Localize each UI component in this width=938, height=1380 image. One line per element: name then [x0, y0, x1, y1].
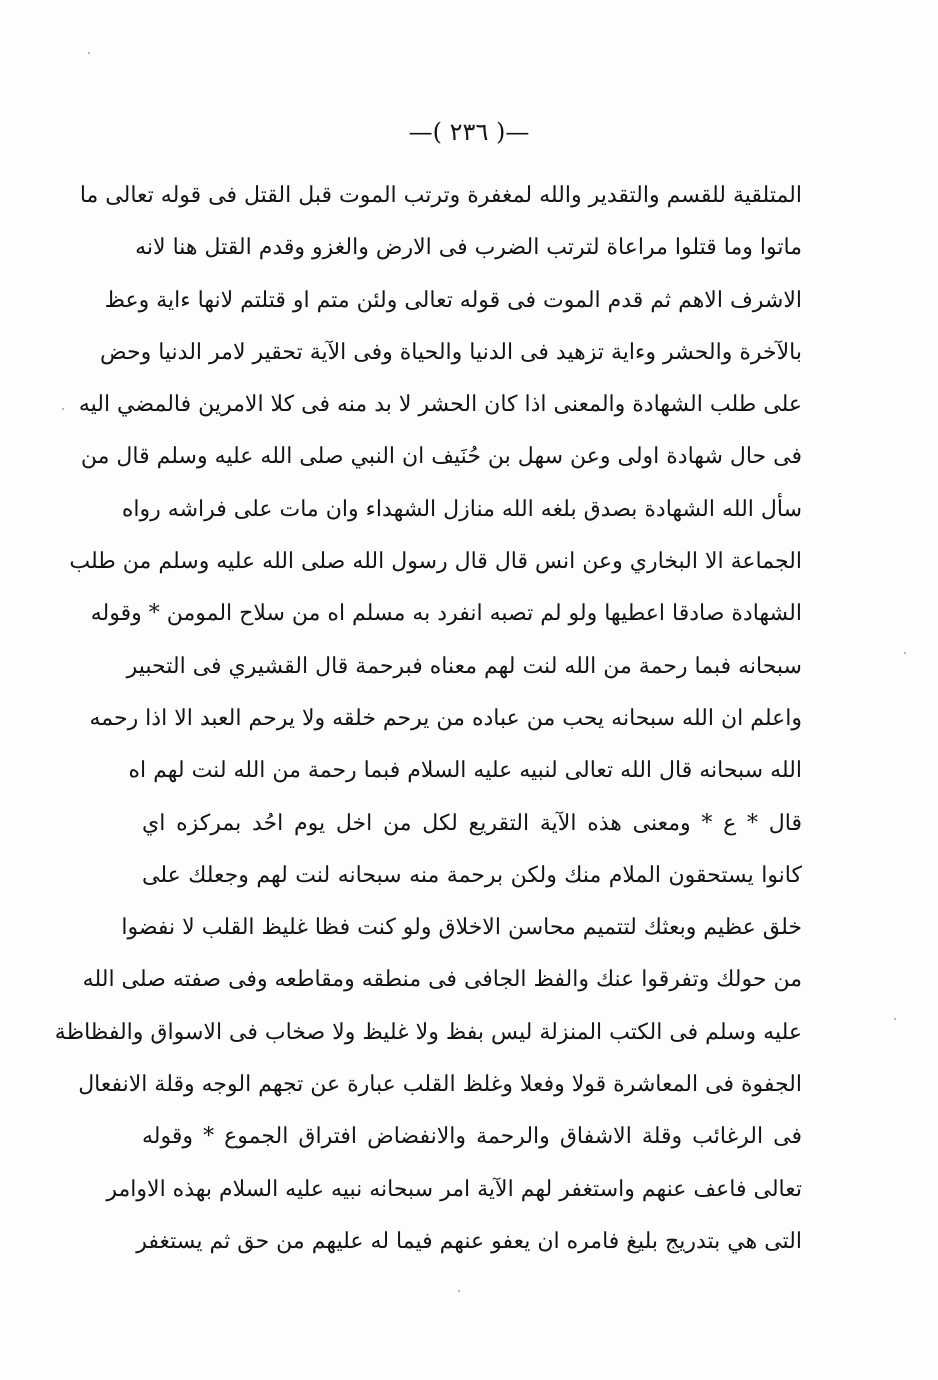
paper-speck: [62, 408, 64, 410]
text-line-12: الله سبحانه قال الله تعالى لنبيه عليه السلام فبما رحمة من الله لنت لهم اه: [128, 758, 802, 784]
text-line-20: تعالى فاعف عنهم واستغفر لهم الآية امر سبحانه نبيه عليه السلام بهذه الاوامر: [106, 1176, 802, 1202]
text-line-6: فى حال شهادة اولى وعن سهل بن حُنَيف ان النبي صلى الله عليه وسلم قال من: [80, 444, 802, 470]
text-line-4: بالآخرة والحشر وءاية تزهيد فى الدنيا والحياة وفى الآية تحقير لامر الدنيا وحض: [100, 339, 802, 365]
text-line-14: كانوا يستحقون الملام منك ولكن برحمة منه سبحانه لنت لهم وجعلك على: [142, 862, 802, 888]
text-line-7: سأل الله الشهادة بصدق بلغه الله منازل الشهداء وان مات على فراشه رواه: [121, 496, 802, 522]
page-number: —( ٢٣٦ )—: [408, 118, 530, 146]
paper-speck: [894, 1018, 896, 1020]
text-line-18: الجفوة فى المعاشرة قولا وفعلا وغلظ القلب عبارة عن تجهم الوجه وقلة الانفعال: [78, 1072, 802, 1098]
text-line-21: التى هي بتدريج بليغ فامره ان يعفو عنهم فيما له عليهم من حق ثم يستغفر: [136, 1228, 802, 1254]
text-line-9: الشهادة صادقا اعطيها ولو لم تصبه انفرد به مسلم اه من سلاح المومن * وقوله: [90, 601, 802, 627]
text-line-1: المتلقية للقسم والتقدير والله لمغفرة وترتب الموت قبل القتل فى قوله تعالى ما: [79, 183, 802, 208]
paper-speck: [88, 52, 90, 54]
text-line-16: من حولك وتفرقوا عنك والفظ الجافى فى منطقه ومقاطعه وفى صفته صلى الله: [82, 967, 802, 993]
text-line-17: عليه وسلم فى الكتب المنزلة ليس بفظ ولا غليظ ولا صخاب فى الاسواق والفظاظة: [54, 1019, 802, 1045]
text-line-8: الجماعة الا البخاري وعن انس قال قال رسول الله صلى الله عليه وسلم من طلب: [69, 549, 802, 575]
text-line-3: الاشرف الاهم ثم قدم الموت فى قوله تعالى ولئن متم او قتلتم لانها ءاية وعظ: [104, 287, 802, 313]
text-line-11: واعلم ان الله سبحانه يحب من عباده من يرحم خلقه ولا يرحم العبد الا اذا رحمه: [89, 705, 802, 731]
text-line-19: فى الرغائب وقلة الاشفاق والرحمة والانفضاض افتراق الجموع * وقوله: [142, 1124, 802, 1150]
body-text: [54, 170, 802, 1268]
paper-speck: [458, 1290, 460, 1292]
paper-speck: [904, 652, 906, 654]
text-line-5: على طلب الشهادة والمعنى اذا كان الحشر لا بد منه فى كلا الامرين فالمضي اليه: [78, 392, 802, 418]
text-line-15: خلق عظيم وبعثك لتتميم محاسن الاخلاق ولو كنت فظا غليظ القلب لا نفضوا: [121, 915, 802, 941]
text-line-13: قال * ع * ومعنى هذه الآية التقريع لكل من اخل يوم احُد بمركزه اي: [142, 810, 802, 836]
text-line-2: ماتوا وما قتلوا مراعاة لترتب الضرب فى الارض والغزو وقدم القتل هنا لانه: [135, 235, 802, 261]
text-line-10: سبحانه فبما رحمة من الله لنت لهم معناه فبرحمة قال القشيري فى التحبير: [126, 653, 802, 679]
